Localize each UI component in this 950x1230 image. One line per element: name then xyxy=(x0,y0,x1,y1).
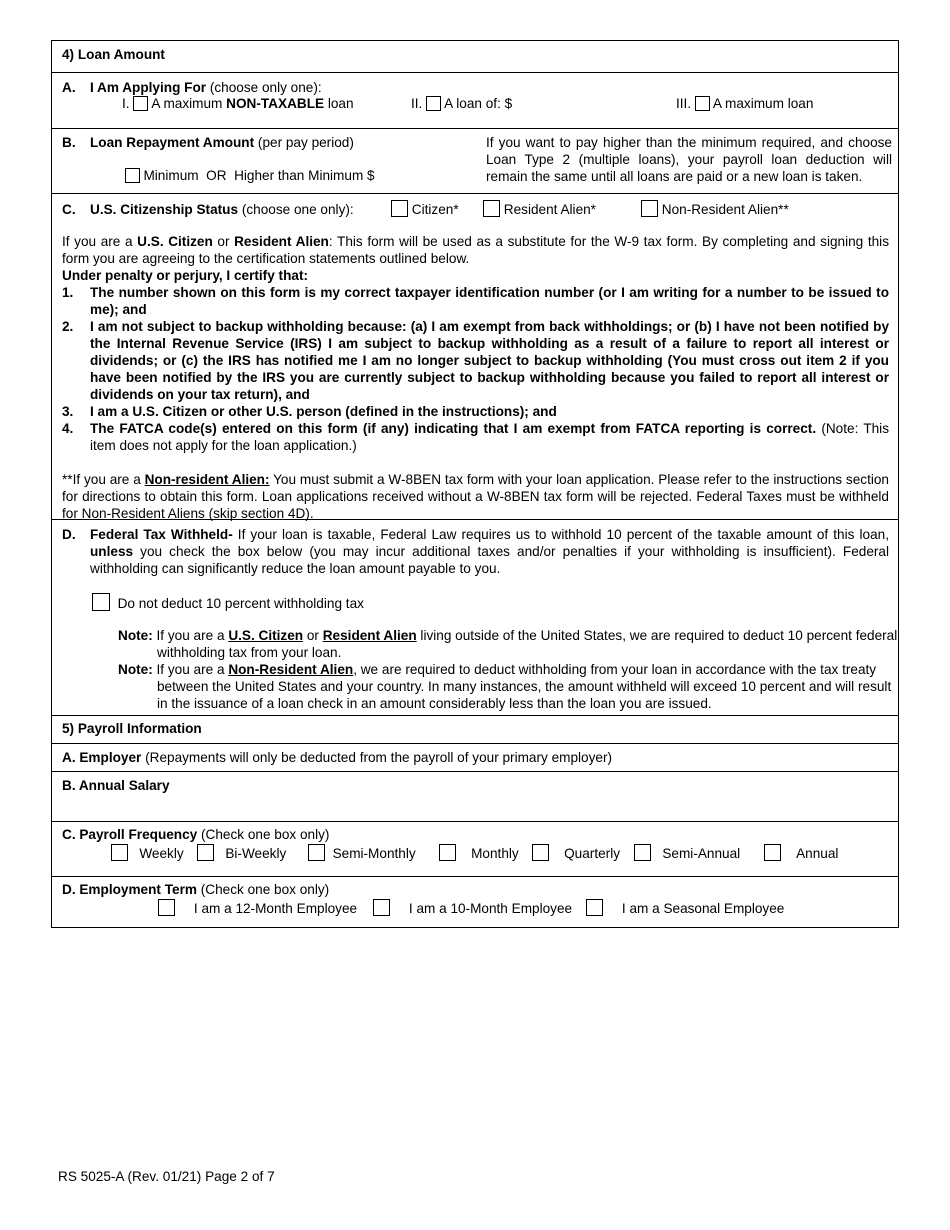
option-maximum-loan: III. A maximum loan xyxy=(676,96,814,111)
non-taxable-checkbox[interactable] xyxy=(133,96,148,111)
ten-month-checkbox[interactable] xyxy=(373,899,390,916)
page-footer: RS 5025-A (Rev. 01/21) Page 2 of 7 xyxy=(58,1169,275,1184)
non-resident-alien-checkbox[interactable] xyxy=(641,200,658,217)
freq-semi-monthly: Semi-Monthly xyxy=(308,844,416,863)
citizenship-title: U.S. Citizenship Status (choose one only): xyxy=(90,202,354,217)
annual-salary-field[interactable]: B. Annual Salary xyxy=(62,778,170,793)
resident-alien-checkbox[interactable] xyxy=(483,200,500,217)
citizenship-section xyxy=(52,194,898,520)
note-citizen: Note: If you are a U.S. Citizen or Resident Alien living outside of the United States, we are required to deduct 10 percent federal withholding tax from your loan. xyxy=(118,628,898,660)
freq-weekly: Weekly xyxy=(111,844,184,863)
cert-item-1: 1. The number shown on this form is my correct taxpayer identification number (or I am writing for a number to be issued to me); and xyxy=(62,284,889,317)
semi-annual-checkbox[interactable] xyxy=(634,844,651,861)
frequency-row xyxy=(52,822,898,877)
loan-amount-section-header xyxy=(52,41,898,73)
term-10-month: I am a 10-Month Employee xyxy=(373,899,572,918)
employment-term-row xyxy=(52,877,898,927)
no-withholding-checkbox[interactable] xyxy=(92,593,110,611)
semi-monthly-checkbox[interactable] xyxy=(308,844,325,861)
cert-item-3: 3. I am a U.S. Citizen or other U.S. person (defined in the instructions); and xyxy=(62,403,557,419)
monthly-checkbox[interactable] xyxy=(439,844,456,861)
maximum-loan-checkbox[interactable] xyxy=(695,96,710,111)
employer-row xyxy=(52,744,898,772)
cert-item-4: 4. The FATCA code(s) entered on this form (if any) indicating that I am exempt from FATCA reporting is correct. (Note: This item does not apply for the loan application.) xyxy=(62,420,889,453)
seasonal-checkbox[interactable] xyxy=(586,899,603,916)
option-resident-alien: Resident Alien* xyxy=(483,200,596,219)
freq-annual: Annual xyxy=(764,844,838,863)
repayment-section xyxy=(52,129,898,194)
item-letter: C. xyxy=(62,202,76,217)
option-loan-of: II. A loan of: $ xyxy=(411,96,513,111)
option-non-resident-alien: Non-Resident Alien** xyxy=(641,200,789,219)
note-non-resident: Note: If you are a Non-Resident Alien, we are required to deduct withholding from your loan in accordance with the tax treaty between the United States and your country. In many instances, the amount withheld will exceed 10 percent and will result in the issuance of a loan check in an amount considerably less than the loan you are issued. xyxy=(118,661,892,711)
no-withholding-option: Do not deduct 10 percent withholding tax xyxy=(92,593,364,613)
form-page xyxy=(51,40,899,928)
federal-tax-section xyxy=(52,520,898,716)
section-title: 4) Loan Amount xyxy=(62,47,165,62)
repayment-options: Minimum OR Higher than Minimum $ xyxy=(102,151,375,202)
citizen-checkbox[interactable] xyxy=(391,200,408,217)
annual-checkbox[interactable] xyxy=(764,844,781,861)
salary-row xyxy=(52,772,898,822)
cert-item-2: 2. I am not subject to backup withholding because: (a) I am exempt from back withholdings; or (b) I have not been notified by the Internal Revenue Service (IRS) I am subject to backup withholding as a result of a failure to report all interest or dividends; or (c) the IRS has notified me I am no longer subject to backup withholding (You must cross out item 2 if you have been notified by the IRS you are currently subject to backup withholding because you failed to report all interest or dividends on your tax return), and xyxy=(62,318,889,402)
option-non-taxable: I. A maximum NON-TAXABLE loan xyxy=(122,96,354,111)
federal-tax-paragraph: D. Federal Tax Withheld- If your loan is taxable, Federal Law requires us to withhold 10 percent of the taxable amount of this loan, unless you check the box below (you may incur additional taxes and/or penalties if your withholding is insufficient). Federal withholding can significantly reduce the loan amount payable to you. xyxy=(62,527,889,576)
item-letter: A. xyxy=(62,80,76,95)
loan-of-checkbox[interactable] xyxy=(426,96,441,111)
applying-for-section xyxy=(52,73,898,129)
employer-field[interactable]: A. Employer (Repayments will only be deducted from the payroll of your primary employer) xyxy=(62,750,613,765)
repayment-title: Loan Repayment Amount (per pay period) xyxy=(90,135,354,150)
term-seasonal: I am a Seasonal Employee xyxy=(586,899,784,918)
freq-quarterly: Quarterly xyxy=(532,844,620,863)
section-title: 5) Payroll Information xyxy=(62,721,202,736)
frequency-title: C. Payroll Frequency (Check one box only) xyxy=(62,827,330,842)
applying-for-title: I Am Applying For (choose only one): xyxy=(90,80,322,95)
weekly-checkbox[interactable] xyxy=(111,844,128,861)
freq-bi-weekly: Bi-Weekly xyxy=(197,844,286,863)
item-letter: B. xyxy=(62,135,76,150)
employment-term-title: D. Employment Term (Check one box only) xyxy=(62,882,330,897)
quarterly-checkbox[interactable] xyxy=(532,844,549,861)
penalty-heading: Under penalty or perjury, I certify that: xyxy=(62,267,308,283)
repayment-info: If you want to pay higher than the minimum required, and choose Loan Type 2 (multiple loans), your payroll loan deduction will remain the same until all loans are paid or a new loan is taken. xyxy=(486,135,892,184)
term-12-month: I am a 12-Month Employee xyxy=(158,899,357,918)
option-citizen: Citizen* xyxy=(391,200,459,219)
freq-semi-annual: Semi-Annual xyxy=(634,844,740,863)
twelve-month-checkbox[interactable] xyxy=(158,899,175,916)
citizenship-body xyxy=(62,234,889,523)
payroll-section-header xyxy=(52,716,898,744)
withholding-notes xyxy=(118,628,898,713)
non-resident-paragraph: **If you are a Non-resident Alien: You must submit a W-8BEN tax form with your loan application. Please refer to the instructions section for directions to obtain this form. Loan applications received without a W-8BEN tax form will be rejected. Federal Taxes must be withheld for Non-Resident Aliens (skip section 4D). xyxy=(62,471,889,521)
repayment-checkbox[interactable] xyxy=(125,168,140,183)
w9-paragraph: If you are a U.S. Citizen or Resident Alien: This form will be used as a substitute for the W-9 tax form. By completing and signing this form you are agreeing to the certification statements outlined below. xyxy=(62,234,890,266)
freq-monthly: Monthly xyxy=(439,844,519,863)
bi-weekly-checkbox[interactable] xyxy=(197,844,214,861)
